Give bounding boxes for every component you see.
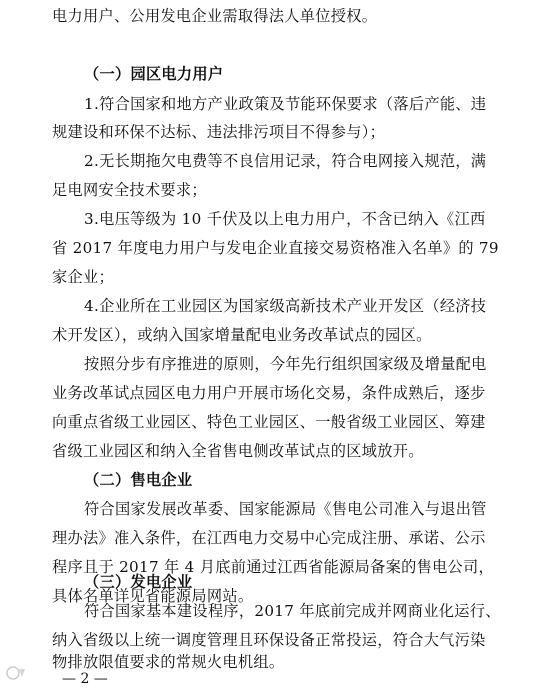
section-heading-park-users: （一）园区电力用户 xyxy=(84,65,224,83)
body-text-line: 家企业； xyxy=(52,268,114,286)
body-text-line: 术开发区），或纳入国家增量配电业务改革试点的园区。 xyxy=(52,326,432,344)
watermark-logo xyxy=(6,666,26,683)
section-heading-generation-companies: （三）发电企业 xyxy=(84,573,193,591)
body-text-line: 省 2017 年度电力用户与发电企业直接交易资格准入名单》的 79 xyxy=(52,239,499,257)
body-text-line: 省级工业园区和纳入全省售电侧改革试点的区域放开。 xyxy=(52,442,424,460)
body-text-line: 业务改革试点园区电力用户开展市场化交易，条件成熟后，逐步 xyxy=(52,384,486,402)
body-text-line: 程序且于 2017 年 4 月底前通过江西省能源局备案的售电公司， xyxy=(52,558,495,576)
body-text-line: 2.无长期拖欠电费等不良信用记录，符合电网接入规范，满 xyxy=(84,152,487,170)
body-text-line: 3.电压等级为 10 千伏及以上电力用户，不含已纳入《江西 xyxy=(84,210,486,228)
body-text-line: 足电网安全技术要求； xyxy=(52,181,207,199)
watermark-icon xyxy=(6,666,26,680)
body-text-line: 物排放限值要求的常规火电机组。 xyxy=(52,653,285,671)
body-text-line: 4.企业所在工业园区为国家级高新技术产业开发区（经济技 xyxy=(84,297,487,315)
body-text-line: 规建设和环保不达标、违法排污项目不得参与）； xyxy=(52,123,386,141)
page-number: — 2 — xyxy=(62,671,108,687)
body-text-line: 电力用户、公用发电企业需取得法人单位授权。 xyxy=(52,7,378,25)
body-text-line: 按照分步有序推进的原则，今年先行组织国家级及增量配电 xyxy=(84,355,487,373)
body-text-line: 理办法》准入条件，在江西电力交易中心完成注册、承诺、公示 xyxy=(52,529,486,547)
body-text-line: 1.符合国家和地方产业政策及节能环保要求（落后产能、违 xyxy=(84,95,487,113)
body-text-line: 纳入省级以上统一调度管理且环保设备正常投运，符合大气污染 xyxy=(52,631,486,649)
body-text-line: 具体名单详见省能源局网站。 xyxy=(52,587,254,605)
body-text-line: 符合国家基本建设程序，2017 年底前完成并网商业化运行、 xyxy=(84,602,501,620)
section-heading-retail-companies: （二）售电企业 xyxy=(84,471,193,489)
body-text-line: 向重点省级工业园区、特色工业园区、一般省级工业园区、筹建 xyxy=(52,413,486,431)
body-text-line: 符合国家发展改革委、国家能源局《售电公司准入与退出管 xyxy=(84,500,487,518)
